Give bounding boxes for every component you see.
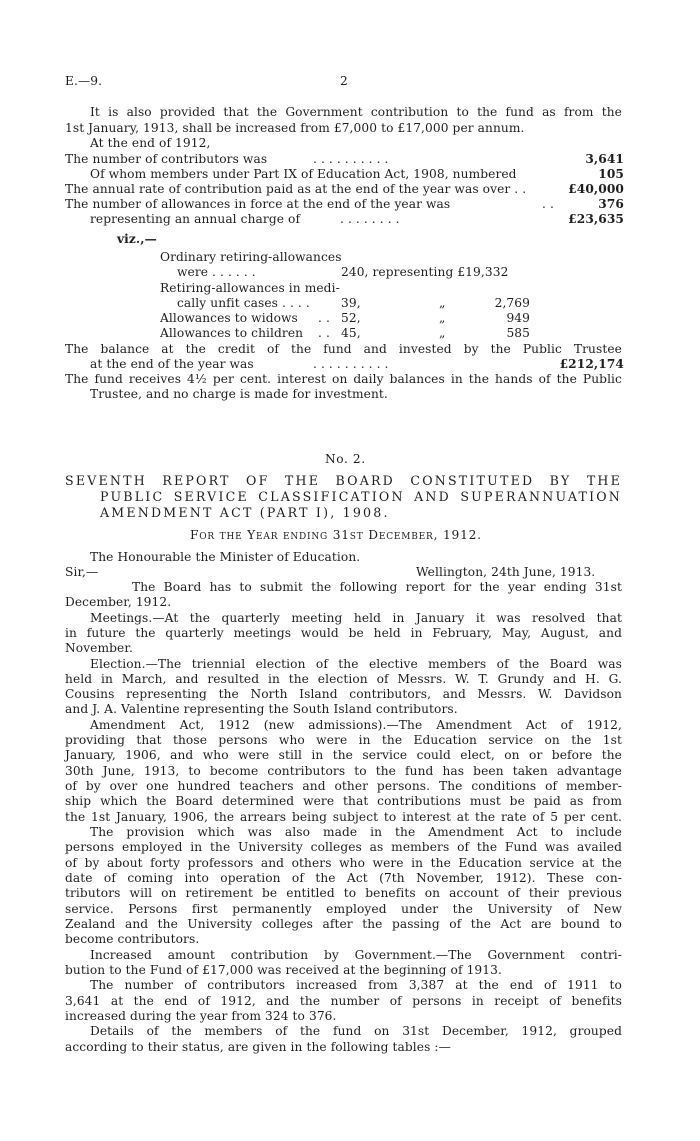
balance-text: The balance at the credit of the fund and invested by the Public Trustee <box>65 342 622 356</box>
part-ix-members-value: 105 <box>598 167 624 181</box>
report-line: The Board has to submit the following report for the year ending 31st <box>132 580 622 594</box>
leader-dots: . . . . . . . . . . <box>313 357 389 371</box>
report-line: Details of the members of the fund on 31st December, 1912, grouped <box>90 1024 622 1038</box>
report-line: The provision which was also made in the Amendment Act to include <box>90 825 622 839</box>
report-line: held in March, and resulted in the election of Messrs. W. T. Grundy and H. G. <box>65 672 622 686</box>
summary-intro: It is also provided that the Government contribution to the fund as from the <box>90 105 622 119</box>
allowance-ditto: „ <box>439 296 446 310</box>
report-line: bution to the Fund of £17,000 was received at the beginning of 1913. <box>65 963 502 977</box>
report-line: and J. A. Valentine representing the South Island contributors. <box>65 702 458 716</box>
report-line: 30th June, 1913, to become contributors to the fund has been taken advantage <box>65 764 622 778</box>
allowance-label: Ordinary retiring-allowances <box>160 250 342 264</box>
leader-dots: . . <box>318 326 330 340</box>
allowance-amount: 949 <box>506 311 530 325</box>
allowance-count: 52, <box>341 311 361 325</box>
report-line: of by about forty professors and others who were in the Education service at the <box>65 856 622 870</box>
report-line: tributors will on retirement be entitled to benefits on account of their previous <box>65 886 622 900</box>
report-line: increased during the year from 324 to 376. <box>65 1009 337 1023</box>
summary-intro-cont: 1st January, 1913, shall be increased from £7,000 to £17,000 per annum. <box>65 121 525 135</box>
report-line: Election.—The triennial election of the elective members of the Board was <box>90 657 622 671</box>
allowance-label-cont: cally unfit cases . . . . <box>177 296 310 310</box>
interest-text-cont: Trustee, and no charge is made for investment. <box>90 387 388 401</box>
leader-dots: . . <box>542 197 554 211</box>
document-reference: E.—9. <box>65 74 103 88</box>
contribution-rate-label: The annual rate of contribution paid as at the end of the year was over . . <box>65 182 527 196</box>
allowance-ditto: „ <box>439 326 446 340</box>
summary-end-of-year: At the end of 1912, <box>90 136 211 150</box>
allowance-ditto: „ <box>439 311 446 325</box>
report-line: providing that those persons who were in the Education service on the 1st <box>65 733 622 747</box>
contributors-label: The number of contributors was <box>65 152 268 166</box>
report-title: SEVENTH REPORT OF THE BOARD CONSTITUTED BY THE <box>65 473 622 488</box>
allowance-label: Retiring-allowances in medi- <box>160 281 340 295</box>
balance-value: £212,174 <box>559 357 624 371</box>
leader-dots: . . . . . . . . <box>340 212 400 226</box>
report-line: the 1st January, 1906, the arrears being subject to interest at the rate of 5 per cent. <box>65 810 622 824</box>
report-line: become contributors. <box>65 932 200 946</box>
report-line: The number of contributors increased from 3,387 at the end of 1911 to <box>90 978 622 992</box>
report-line: January, 1906, and who were still in the service could elect, on or before the <box>65 748 622 762</box>
allowance-count: 39, <box>341 296 361 310</box>
report-line: according to their status, are given in the following tables :— <box>65 1040 451 1054</box>
report-line: December, 1912. <box>65 595 172 609</box>
addressee: The Honourable the Minister of Education. <box>90 550 361 564</box>
allowance-label: Allowances to widows <box>160 311 298 325</box>
annual-charge-value: £23,635 <box>568 212 624 226</box>
report-line: in future the quarterly meetings would be held in February, May, August, and <box>65 626 622 640</box>
contributors-value: 3,641 <box>585 152 624 166</box>
report-number: No. 2. <box>325 452 366 466</box>
page-number: 2 <box>340 74 348 88</box>
report-line: Increased amount contribution by Government.—The Government contri- <box>90 948 622 962</box>
report-line: persons employed in the University colleges as members of the Fund was availed <box>65 840 622 854</box>
leader-dots: . . . . . . . . . . <box>313 152 389 166</box>
leader-dots: . . <box>318 311 330 325</box>
report-title-cont: AMENDMENT ACT (PART I), 1908. <box>100 505 390 520</box>
allowances-value: 376 <box>598 197 624 211</box>
interest-text: The fund receives 4½ per cent. interest on daily balances in the hands of the Public <box>65 372 622 386</box>
report-line: 3,641 at the end of 1912, and the number of persons in receipt of benefits <box>65 994 622 1008</box>
balance-text-cont: at the end of the year was <box>90 357 254 371</box>
report-line: of by over one hundred teachers and other persons. The conditions of member- <box>65 779 622 793</box>
viz-label: viz.,— <box>117 232 157 246</box>
report-line: Amendment Act, 1912 (new admissions).—The Amendment Act of 1912, <box>90 718 622 732</box>
allowance-amount: 585 <box>506 326 530 340</box>
report-line: November. <box>65 641 133 655</box>
annual-charge-label: representing an annual charge of <box>90 212 301 226</box>
report-line: Cousins representing the North Island contributors, and Messrs. W. Davidson <box>65 687 622 701</box>
report-subtitle: For the Year ending 31st December, 1912. <box>190 528 482 542</box>
allowance-amount: 2,769 <box>494 296 530 310</box>
allowance-label-cont: were . . . . . . <box>177 265 256 279</box>
report-line: date of coming into operation of the Act (7th November, 1912). These con- <box>65 871 622 885</box>
report-line: Meetings.—At the quarterly meeting held in January it was resolved that <box>90 611 622 625</box>
place-date: Wellington, 24th June, 1913. <box>416 565 596 579</box>
report-line: Zealand and the University colleges after the passing of the Act are bound to <box>65 917 622 931</box>
allowance-count: 45, <box>341 326 361 340</box>
contribution-rate-value: £40,000 <box>568 182 624 196</box>
allowance-count: 240, representing £19,332 <box>341 265 509 279</box>
report-line: service. Persons first permanently employed under the University of New <box>65 902 622 916</box>
allowance-label: Allowances to children <box>160 326 304 340</box>
salutation: Sir,— <box>65 565 99 579</box>
report-title-cont: PUBLIC SERVICE CLASSIFICATION AND SUPERANNUATION <box>100 489 622 504</box>
report-line: ship which the Board determined were that contributions must be paid as from <box>65 794 622 808</box>
part-ix-members-label: Of whom members under Part IX of Education Act, 1908, numbered <box>90 167 517 181</box>
allowances-label: The number of allowances in force at the end of the year was <box>65 197 451 211</box>
